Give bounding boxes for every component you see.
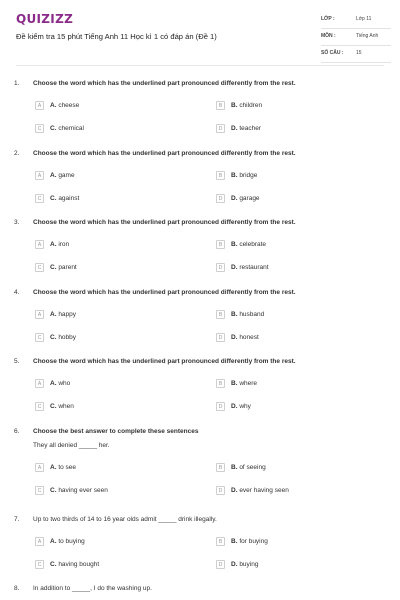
option-letter: D. — [231, 264, 238, 271]
option-checkbox[interactable]: A — [35, 379, 44, 388]
option-letter: B. — [231, 538, 238, 545]
option-text: husband — [239, 311, 265, 318]
question-text: Choose the best answer to complete these sentences — [33, 428, 199, 435]
option-checkbox[interactable]: C — [35, 263, 44, 272]
option-text: where — [239, 380, 258, 387]
option-letter: D. — [231, 125, 238, 132]
option-text: bridge — [239, 172, 258, 179]
option-label — [50, 172, 75, 179]
option-checkbox[interactable]: A — [35, 101, 44, 110]
option-label — [231, 487, 289, 494]
option-text: garage — [239, 195, 260, 202]
option-label — [231, 403, 251, 410]
question-text: Choose the word which has the underlined part pronounced differently from the rest. — [33, 150, 296, 157]
option-checkbox[interactable]: B — [216, 379, 225, 388]
option-text: to see — [58, 464, 77, 471]
option-checkbox[interactable]: D — [216, 486, 225, 495]
option-letter: B. — [231, 464, 238, 471]
question-number: 2. — [14, 150, 20, 157]
question-text: In addition to _____, I do the washing up. — [33, 585, 152, 592]
option-checkbox[interactable]: C — [35, 560, 44, 569]
option-checkbox[interactable]: A — [35, 537, 44, 546]
option-letter: C. — [50, 334, 57, 341]
option-text: of seeing — [239, 464, 266, 471]
option-checkbox[interactable]: A — [35, 463, 44, 472]
option-checkbox[interactable]: D — [216, 194, 225, 203]
meta-label: SỐ CÂU : — [321, 50, 344, 56]
option-letter: A. — [50, 172, 57, 179]
question-text: Up to two thirds of 14 to 16 year olds admit _____ drink illegally. — [33, 516, 217, 523]
option-letter: B. — [231, 380, 238, 387]
option-text: when — [58, 403, 74, 410]
option-letter: B. — [231, 311, 238, 318]
option-label — [231, 172, 257, 179]
option-label — [231, 195, 260, 202]
option-label — [50, 487, 108, 494]
option-checkbox[interactable]: C — [35, 194, 44, 203]
option-text: against — [58, 195, 80, 202]
option-checkbox[interactable]: B — [216, 101, 225, 110]
option-label — [231, 334, 259, 341]
option-checkbox[interactable]: D — [216, 263, 225, 272]
meta-value: 15 — [356, 50, 362, 56]
option-text: hobby — [58, 334, 77, 341]
option-checkbox[interactable]: B — [216, 240, 225, 249]
question-number: 7. — [14, 516, 20, 523]
option-letter: C. — [50, 561, 57, 568]
option-text: game — [58, 172, 75, 179]
meta-row-class — [321, 12, 391, 29]
option-text: to buying — [58, 538, 85, 545]
option-label — [50, 195, 79, 202]
option-label — [50, 380, 70, 387]
option-label — [231, 538, 268, 545]
option-text: cheese — [58, 102, 80, 109]
option-label — [231, 464, 266, 471]
meta-row-subject — [321, 29, 391, 46]
option-letter: B. — [231, 102, 238, 109]
option-label — [231, 241, 266, 248]
option-checkbox[interactable]: B — [216, 537, 225, 546]
option-letter: A. — [50, 380, 57, 387]
option-letter: D. — [231, 334, 238, 341]
option-letter: B. — [231, 241, 238, 248]
option-checkbox[interactable]: C — [35, 402, 44, 411]
option-checkbox[interactable]: B — [216, 463, 225, 472]
option-label — [231, 125, 261, 132]
question-number: 5. — [14, 358, 20, 365]
question-number: 1. — [14, 80, 20, 87]
option-label — [231, 380, 257, 387]
option-text: ever having seen — [239, 487, 289, 494]
option-letter: D. — [231, 487, 238, 494]
option-text: who — [58, 380, 71, 387]
option-letter: A. — [50, 464, 57, 471]
option-label — [50, 464, 76, 471]
meta-label: MÔN : — [321, 33, 336, 39]
meta-row-count — [321, 46, 391, 63]
option-checkbox[interactable]: C — [35, 333, 44, 342]
option-text: honest — [239, 334, 259, 341]
question-text: Choose the word which has the underlined part pronounced differently from the rest. — [33, 219, 296, 226]
meta-panel — [321, 12, 391, 63]
question-number: 6. — [14, 428, 20, 435]
quizizz-logo: QUIZIZZ — [16, 12, 74, 26]
option-label — [231, 264, 269, 271]
option-checkbox[interactable]: D — [216, 560, 225, 569]
option-text: children — [239, 102, 263, 109]
option-letter: D. — [231, 403, 238, 410]
option-label — [50, 125, 84, 132]
document-title: Đề kiểm tra 15 phút Tiếng Anh 11 Học kì 1 có đáp án (Đề 1) — [16, 32, 217, 41]
option-text: teacher — [239, 125, 261, 132]
option-checkbox[interactable]: C — [35, 124, 44, 133]
option-checkbox[interactable]: A — [35, 171, 44, 180]
meta-value: Tiếng Anh — [356, 33, 379, 39]
option-text: chemical — [58, 125, 84, 132]
option-letter: C. — [50, 125, 57, 132]
option-letter: A. — [50, 241, 57, 248]
option-text: for buying — [239, 538, 268, 545]
option-checkbox[interactable]: D — [216, 333, 225, 342]
option-label — [50, 102, 79, 109]
option-label — [50, 538, 85, 545]
option-checkbox[interactable]: D — [216, 402, 225, 411]
option-letter: A. — [50, 538, 57, 545]
option-letter: C. — [50, 487, 57, 494]
option-checkbox[interactable]: D — [216, 124, 225, 133]
option-checkbox[interactable]: A — [35, 240, 44, 249]
option-checkbox[interactable]: C — [35, 486, 44, 495]
header-divider — [16, 65, 384, 66]
meta-value: Lớp 11 — [356, 16, 372, 22]
option-text: celebrate — [239, 241, 267, 248]
option-checkbox[interactable]: B — [216, 310, 225, 319]
option-label — [50, 403, 74, 410]
option-text: parent — [58, 264, 77, 271]
question-text: Choose the word which has the underlined part pronounced differently from the rest. — [33, 80, 296, 87]
meta-label: LỚP : — [321, 16, 335, 22]
option-letter: C. — [50, 195, 57, 202]
option-letter: B. — [231, 172, 238, 179]
question-number: 8. — [14, 585, 20, 592]
option-text: happy — [58, 311, 77, 318]
option-label — [231, 102, 262, 109]
question-number: 4. — [14, 289, 20, 296]
option-label — [50, 334, 76, 341]
question-number: 3. — [14, 219, 20, 226]
option-text: buying — [239, 561, 259, 568]
question-text: Choose the word which has the underlined part pronounced differently from the rest. — [33, 289, 296, 296]
option-label — [50, 241, 69, 248]
question-text: Choose the word which has the underlined part pronounced differently from the rest. — [33, 358, 296, 365]
option-checkbox[interactable]: B — [216, 171, 225, 180]
option-label — [50, 561, 99, 568]
option-label — [231, 311, 264, 318]
option-text: iron — [58, 241, 70, 248]
question-sentence: They all denied _____ her. — [33, 442, 110, 449]
option-letter: C. — [50, 403, 57, 410]
option-letter: A. — [50, 311, 57, 318]
option-text: having bought — [58, 561, 100, 568]
option-label — [50, 264, 77, 271]
option-letter: C. — [50, 264, 57, 271]
option-letter: D. — [231, 195, 238, 202]
option-letter: D. — [231, 561, 238, 568]
option-label — [50, 311, 76, 318]
option-text: why — [239, 403, 251, 410]
option-label — [231, 561, 258, 568]
option-text: having ever seen — [58, 487, 108, 494]
option-letter: A. — [50, 102, 57, 109]
option-text: restaurant — [239, 264, 269, 271]
option-checkbox[interactable]: A — [35, 310, 44, 319]
